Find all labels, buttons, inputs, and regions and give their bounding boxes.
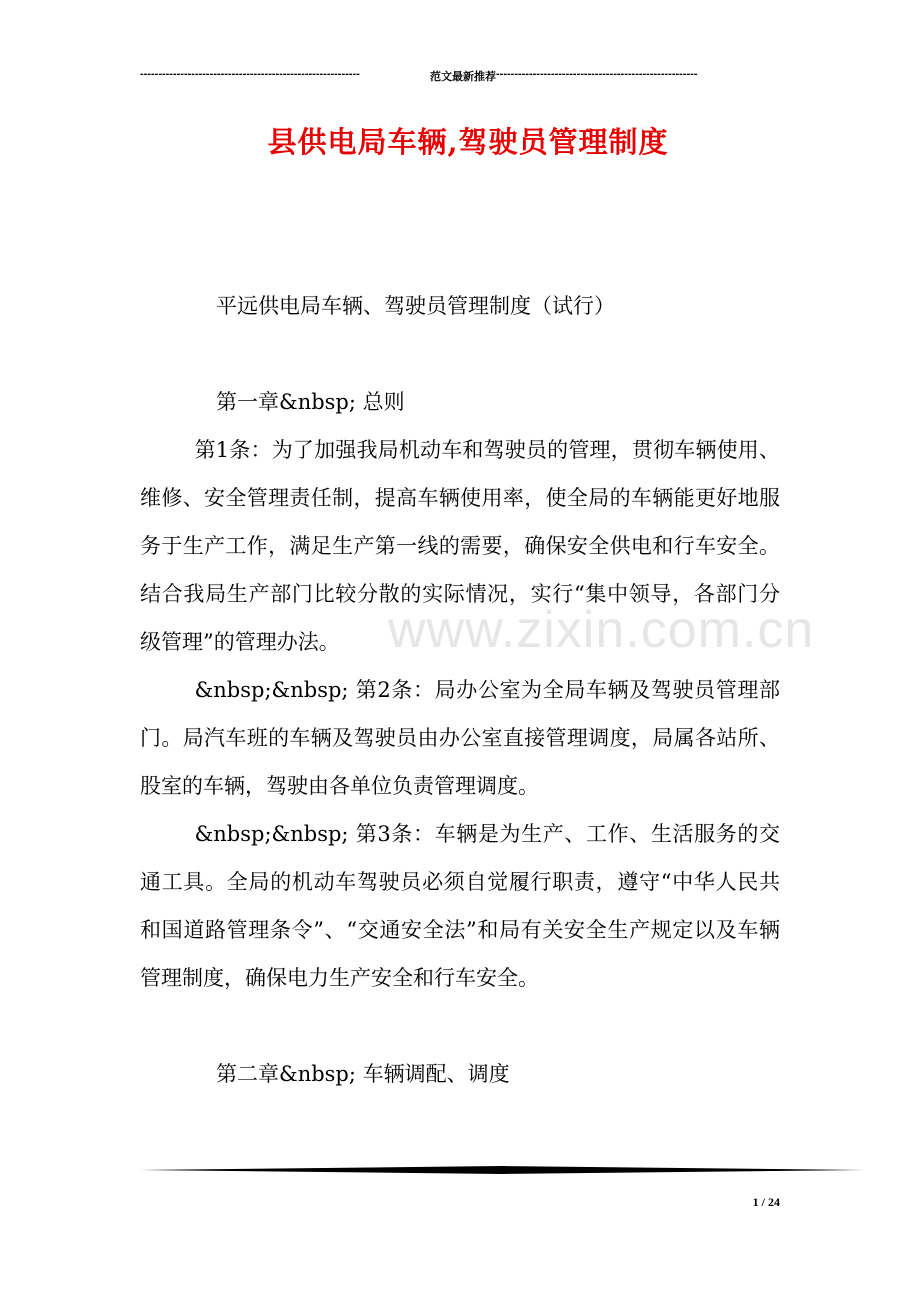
header-dashes-left: ------------------------------------------------------------	[140, 68, 360, 80]
page-number: 1 / 24	[752, 1195, 780, 1209]
header-label: 范文最新推荐	[430, 71, 496, 83]
footer-rule	[140, 1164, 864, 1176]
watermark: www.zixin.com.cn	[388, 601, 815, 659]
header-dashes-right: -------------------------------------------------------	[496, 68, 698, 80]
article-1: 第1条：为了加强我局机动车和驾驶员的管理，贯彻车辆使用、维修、安全管理责任制，提高车辆使用率，使全局的车辆能更好地服务于生产工作，满足生产第一线的需要，确保安全供电和行车安全。结合我局生产部门比较分散的实际情况，实行“集中领导，各部门分级管理”的管理办法。	[140, 438, 780, 654]
document-subtitle: 平远供电局车辆、驾驶员管理制度（试行）	[216, 294, 615, 318]
chapter-1-heading: 第一章&nbsp; 总则	[216, 390, 405, 414]
chapter-2-heading: 第二章&nbsp; 车辆调配、调度	[216, 1062, 510, 1086]
document-title: 县供电局车辆,驾驶员管理制度	[267, 125, 669, 159]
article-2: &nbsp;&nbsp; 第2条：局办公室为全局车辆及驾驶员管理部门。局汽车班的车辆及驾驶员由办公室直接管理调度，局属各站所、股室的车辆，驾驶由各单位负责管理调度。	[140, 678, 780, 798]
page-header	[140, 68, 780, 84]
article-3: &nbsp;&nbsp; 第3条：车辆是为生产、工作、生活服务的交通工具。全局的机动车驾驶员必须自觉履行职责，遵守“中华人民共和国道路管理条令”、“交通安全法”和局有关安全生产规定以及车辆管理制度，确保电力生产安全和行车安全。	[140, 822, 780, 990]
